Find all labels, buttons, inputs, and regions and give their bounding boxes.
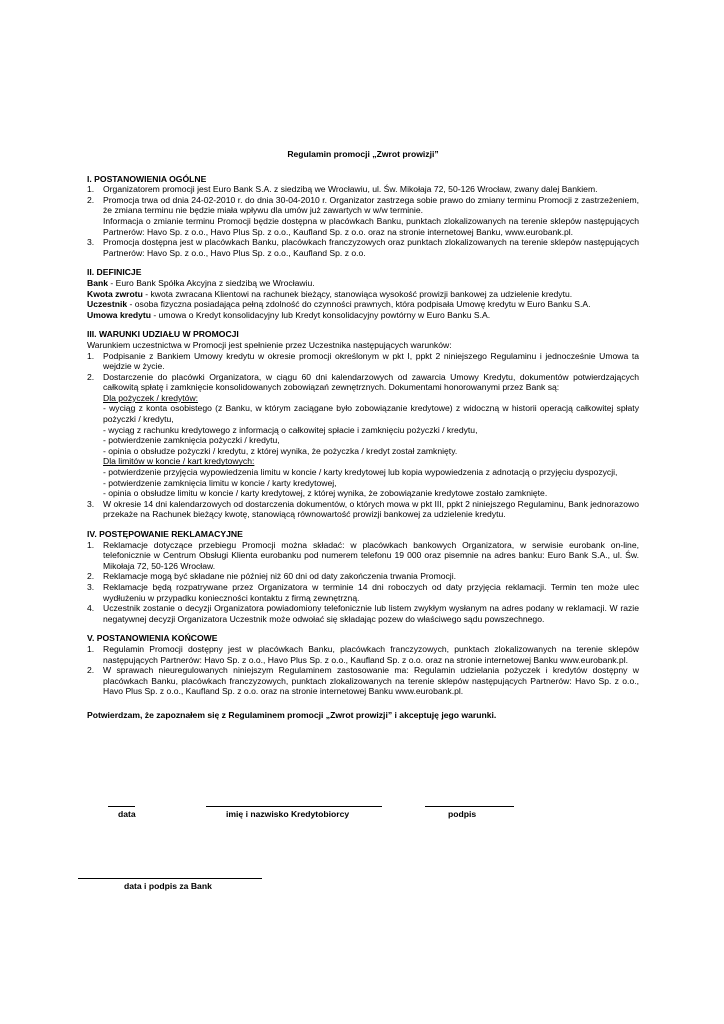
definition-text: - osoba fizyczna posiadająca pełną zdolność do czynności prawnych, która podpisała Umowę kredytu w Euro Banku S.A.: [127, 299, 591, 310]
definition-text: - umowa o Kredyt konsolidacyjny lub Kredyt konsolidacyjny powtórny w Euro Banku S.A.: [151, 309, 491, 320]
section-heading: II. DEFINICJE: [87, 267, 142, 278]
list-item: [87, 499, 639, 520]
item-number: 3.: [87, 581, 95, 592]
definition-text: - Euro Bank Spółka Akcyjna z siedzibą we Wrocławiu.: [108, 277, 315, 288]
item-number: 1.: [87, 350, 95, 361]
loan-document: - wyciąg z konta osobistego (z Banku, w którym zaciągane było zobowiązanie kredytowe) z widoczną w historii operacją całkowitej spłaty pożyczki / kredytu,: [103, 403, 639, 425]
definition-kwota-zwrotu: [87, 289, 639, 300]
item-body: [103, 195, 639, 237]
section-heading: III. WARUNKI UDZIAŁU W PROMOCJI: [87, 329, 239, 340]
item-text: Regulamin Promocji dostępny jest w placówkach Banku, placówkach franczyzowych, punktach zlokalizowanych na terenie sklepów następujących Partnerów: Havo Sp. z o.o., Havo Plus Sp. z o.o., Kaufland Sp. z o.o. oraz na stronie internetowej Banku www.eurobank.pl.: [103, 643, 639, 665]
definition-text: - kwota zwracana Klientowi na rachunek bieżący, stanowiąca wysokość prowizji bankowej za udzielenie kredytu.: [142, 288, 573, 299]
section-definitions: [87, 267, 639, 320]
definition-umowa-kredytu: [87, 310, 639, 321]
section-intro: Warunkiem uczestnictwa w Promocji jest spełnienie przez Uczestnika następujących warunków:: [87, 339, 452, 350]
list-item: [87, 603, 639, 624]
item-number: 3.: [87, 237, 95, 248]
item-number: 1.: [87, 643, 95, 654]
item-number: 2.: [87, 571, 95, 582]
section-general-provisions: [87, 174, 639, 259]
list-item: [87, 184, 639, 195]
definition-uczestnik: [87, 299, 639, 310]
section-heading: V. POSTANOWIENIA KOŃCOWE: [87, 633, 218, 644]
definition-term: Bank: [87, 277, 109, 288]
item-text: Organizatorem promocji jest Euro Bank S.A. z siedzibą we Wrocławiu, ul. Św. Mikołaja 72, 50-126 Wrocław, zwany dalej Bankiem.: [103, 184, 598, 195]
date-label: data: [118, 809, 136, 819]
definition-term: Kwota zwrotu: [87, 288, 143, 299]
list-item: [87, 195, 639, 237]
item-text: Reklamacje mogą być składane nie później niż 60 dni od daty zakończenia trwania Promocji.: [103, 571, 457, 582]
section-final-provisions: [87, 633, 639, 697]
limits-subheading: Dla limitów w koncie / kart kredytowych:: [103, 456, 255, 467]
list-item: [87, 644, 639, 665]
item-text: W okresie 14 dni kalendarzowych od dostarczenia dokumentów, o których mowa w pkt III, ppkt 2 niniejszego Regulaminu, Bank jednorazowo przekaże na Rachunek bieżący kwotę, stanowiącą równowartość prowizji bankowej za udzielenie kredytu.: [103, 498, 639, 520]
item-body: [103, 372, 639, 499]
limit-document: - opinia o obsłudze limitu w koncie / karty kredytowej, z której wynika, że zobowiązanie kredytowe zostało zamknięte.: [103, 488, 548, 499]
item-number: 2.: [87, 371, 95, 382]
item-number: 4.: [87, 603, 95, 614]
list-item: [87, 351, 639, 372]
loan-document: - wyciąg z rachunku kredytowego z informacją o całkowitej spłacie i zamknięciu pożyczki / kredytu,: [103, 424, 478, 435]
item-text: Reklamacje będą rozpatrywane przez Organizatora w terminie 14 dni roboczych od daty przyjęcia reklamacji. Termin ten może ulec wydłużeniu w przypadku konieczności kontaktu z firmą zewnętrzną.: [103, 581, 639, 603]
list-item: [87, 571, 639, 582]
item-text: Uczestnik zostanie o decyzji Organizatora powiadomiony telefonicznie lub listem zwykłym wysłanym na adres podany w reklamacji. W razie negatywnej decyzji Organizatora Uczestnik może odwołać się składając pozew do właściwego sądu powszechnego.: [103, 603, 639, 624]
list-item: [87, 582, 639, 603]
limit-document: - potwierdzenie przyjęcia wypowiedzenia limitu w koncie / karty kredytowej lub kopia wypowiedzenia z adnotacją o przyjęciu dyspozycji,: [103, 467, 618, 478]
item-text: Podpisanie z Bankiem Umowy kredytu w okresie promocji określonym w pkt I, ppkt 2 niniejszego Regulaminu i jednocześnie Umowa ta wejdzie w życie.: [103, 350, 639, 372]
loan-document: - opinia o obsłudze pożyczki / kredytu, z której wynika, że pożyczka / kredyt został zamknięty.: [103, 445, 458, 456]
confirmation-statement: Potwierdzam, że zapoznałem się z Regulaminem promocji „Zwrot prowizji” i akceptuję jego warunki.: [87, 709, 497, 720]
document-title: Regulamin promocji „Zwrot prowizji”: [287, 149, 439, 159]
item-text: Reklamacje dotyczące przebiegu Promocji można składać: w placówkach bankowych Organizatora, w serwisie eurobank on-line, telefonicznie w Centrum Obsługi Klienta eurobanku pod numerem telefonu 19 000 oraz pisemnie na adres banku: Euro Bank S.A., ul. Św. Mikołaja 72, 50-126 Wrocław.: [103, 539, 639, 571]
section-heading: I. POSTANOWIENIA OGÓLNE: [87, 173, 207, 184]
borrower-name-signature-line[interactable]: [206, 806, 382, 807]
list-item: [87, 237, 639, 258]
bank-signature-label: data i podpis za Bank: [124, 881, 212, 891]
item-number: 1.: [87, 184, 95, 195]
loan-document: - potwierdzenie zamknięcia pożyczki / kredytu,: [103, 435, 280, 446]
list-item: [87, 540, 639, 572]
definition-term: Umowa kredytu: [87, 309, 151, 320]
item-text: Promocja dostępna jest w placówkach Banku, placówkach franczyzowych oraz punktach zlokalizowanych na terenie sklepów następujących Partnerów: Havo Sp. z o.o., Havo Plus Sp. z o.o., Kaufland Sp. z o.o.: [103, 237, 639, 258]
definition-bank: [87, 278, 639, 289]
definition-term: Uczestnik: [87, 299, 128, 310]
section-heading: IV. POSTĘPOWANIE REKLAMACYJNE: [87, 529, 243, 539]
list-item: [87, 665, 639, 697]
item-number: 2.: [87, 194, 95, 205]
borrower-name-label: imię i nazwisko Kredytobiorcy: [226, 809, 350, 819]
borrower-signature-line[interactable]: [425, 806, 514, 807]
bank-signature-line[interactable]: [78, 878, 262, 879]
document-body: [87, 149, 639, 721]
loans-subheading: Dla pożyczek / kredytów:: [103, 392, 199, 403]
section-complaints: [87, 529, 639, 624]
item-number: 1.: [87, 539, 95, 550]
signature-label: podpis: [448, 809, 477, 819]
section-participation-conditions: [87, 329, 639, 520]
item-text: W sprawach nieuregulowanych niniejszym Regulaminem zastosowanie ma: Regulamin udzielania pożyczek i kredytów dostępny w placówkach Banku, placówkach franczyzowych, punktach zlokalizowanych na terenie sklepów następujących Partnerów: Havo Sp. z o.o., Havo Plus Sp. z o.o., Kaufland Sp. z o.o. oraz na stronie internetowej Banku www.eurobank.pl.: [103, 665, 639, 697]
limit-document: - potwierdzenie zamknięcia limitu w koncie / karty kredytowej,: [103, 477, 337, 488]
item-text-continued: Informacja o zmianie terminu Promocji będzie dostępna w placówkach Banku, punktach zlokalizowanych na terenie sklepów następujących Partnerów: Havo Sp. z o.o., Havo Plus Sp. z o.o., Kaufland Sp. z o.o. oraz na stronie internetowej Banku, www.eurobank.pl.: [103, 215, 639, 237]
item-text: Dostarczenie do placówki Organizatora, w ciągu 60 dni kalendarzowych od zawarcia Umowy Kredytu, dokumentów potwierdzających całkowitą spłatę i zamknięcie konsolidowanych zobowiązań zewnętrznych. Dokumentami honorowanymi przez Bank są:: [103, 371, 639, 393]
item-text: Promocja trwa od dnia 24-02-2010 r. do dnia 30-04-2010 r. Organizator zastrzega sobie prawo do zmiany terminu Promocji z zastrzeżeniem, że zmiana terminu nie będzie miała wpływu dla umów już zawartych w w/w terminie.: [103, 194, 639, 216]
date-signature-line[interactable]: [108, 806, 135, 807]
list-item: [87, 372, 639, 499]
item-number: 3.: [87, 498, 95, 509]
item-number: 2.: [87, 665, 95, 676]
